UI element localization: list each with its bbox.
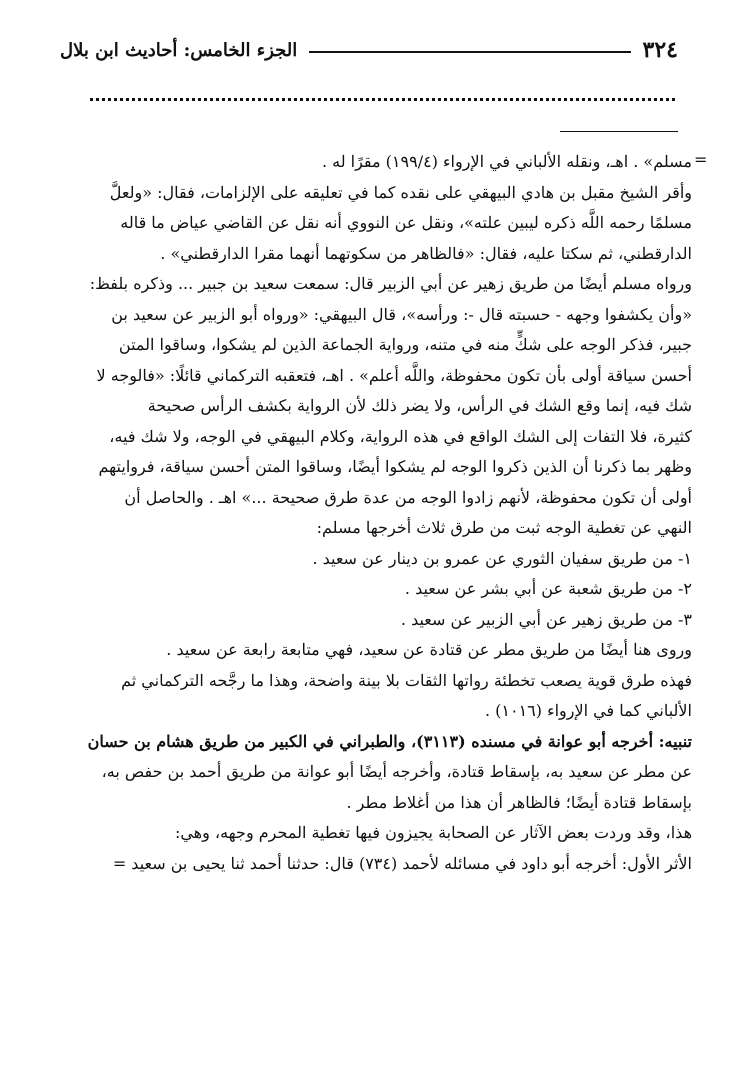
header-rule: [309, 51, 630, 53]
text-line: كثيرة، فلا التفات إلى الشك الواقع في هذه الرواية، وكلام البيهقي في الوجه، ولا شك فيه،: [109, 426, 692, 446]
note-line: عن مطر عن سعيد به، بإسقاط قتادة، وأخرجه أيضًا أبو عوانة من طريق أحمد بن حفص به،: [101, 762, 692, 781]
dotted-separator: [90, 98, 675, 101]
continuation-mark: =: [694, 150, 708, 169]
list-item: ٢- من طريق شعبة عن أبي بشر عن سعيد .: [404, 579, 692, 598]
text-line: النهي عن تغطية الوجه ثبت من طرق ثلاث أخرجها مسلم:: [316, 518, 692, 537]
footnote-rule: [560, 131, 678, 132]
text-line: جبير، فذكر الوجه على شكٍّ منه في متنه، ورواية الجماعة الذين لم يشكوا، وساقوا المتن: [118, 335, 692, 354]
text-line: فهذه طرق قوية يصعب تخطئة رواتها الثقات بلا بينة واضحة، وهذا ما رجَّحه التركماني ثم: [121, 670, 692, 690]
note-line: بإسقاط قتادة أيضًا؛ فالظاهر أن هذا من أغلاط مطر .: [346, 792, 692, 812]
running-title: الجزء الخامس: أحاديث ابن بلال: [60, 39, 298, 61]
text-line: مسلمًا رحمه اللَّه ذكره ليبين علته»، ونقل عن النووي أنه نقل عن القاضي عياض ما قاله: [120, 213, 692, 232]
text-line: أحسن سياقة أولى بأن تكون محفوظة، واللَّه أعلم» . اهـ، فتعقبه التركماني قائلًا: «فالوجه لا: [96, 365, 692, 385]
running-header: [60, 30, 678, 70]
text-line: مسلم» . اهـ، ونقله الألباني في الإرواء (١٩٩/٤) مقرًا له .: [321, 152, 692, 171]
text-line: شك فيه، إنما وقع الشك في الرأس، ولا يضر ذلك لأن الرواية بكشف الرأس صحيحة: [147, 396, 692, 415]
text-line: هذا، وقد وردت بعض الآثار عن الصحابة يجيزون فيها تغطية المحرم وجهه، وهي:: [174, 823, 692, 842]
page-number: ٣٢٤: [642, 37, 678, 63]
list-item: ١- من طريق سفيان الثوري عن عمرو بن دينار عن سعيد .: [312, 548, 692, 568]
text-line: الألباني كما في الإرواء (١٠١٦) .: [484, 701, 692, 720]
text-line: «وأن يكشفوا وجهه - حسبته قال -: ورأسه»، قال البيهقي: «ورواه أبو الزبير عن سعيد بن: [111, 304, 692, 324]
text-line: الدارقطني، ثم سكتا عليه، فقال: «فالظاهر من سكوتهما أنهما مقرا الدارقطني» .: [160, 243, 692, 263]
text-line: ورواه مسلم أيضًا من طريق زهير عن أبي الزبير قال: سمعت سعيد بن جبير ... وذكره بلفظ:: [89, 274, 692, 293]
list-item: ٣- من طريق زهير عن أبي الزبير عن سعيد .: [400, 609, 692, 629]
text-line: وروى هنا أيضًا من طريق مطر عن قتادة عن سعيد، فهي متابعة رابعة عن سعيد .: [166, 640, 692, 659]
body-text: [52, 147, 692, 879]
text-line: الأثر الأول: أخرجه أبو داود في مسائله لأحمد (٧٣٤) قال: حدثنا أحمد ثنا يحيى بن سعيد =: [112, 853, 692, 873]
text-line: وأقر الشيخ مقبل بن هادي البيهقي على نقده كما في تعليقه على الإلزامات، فقال: «ولعلَّ: [109, 182, 692, 202]
text-line: أولى أن تكون محفوظة، لأنهم زادوا الوجه من عدة طرق صحيحة ...» اهـ . والحاصل أن: [124, 487, 692, 507]
note-line: تنبيه: أخرجه أبو عوانة في مسنده (٣١١٣)، والطبراني في الكبير من طريق هشام بن حسان: [87, 731, 692, 751]
text-line: وظهر بما ذكرنا أن الذين ذكروا الوجه لم يشكوا أيضًا، وساقوا المتن أحسن سياقة، فروايتهم: [98, 457, 692, 476]
